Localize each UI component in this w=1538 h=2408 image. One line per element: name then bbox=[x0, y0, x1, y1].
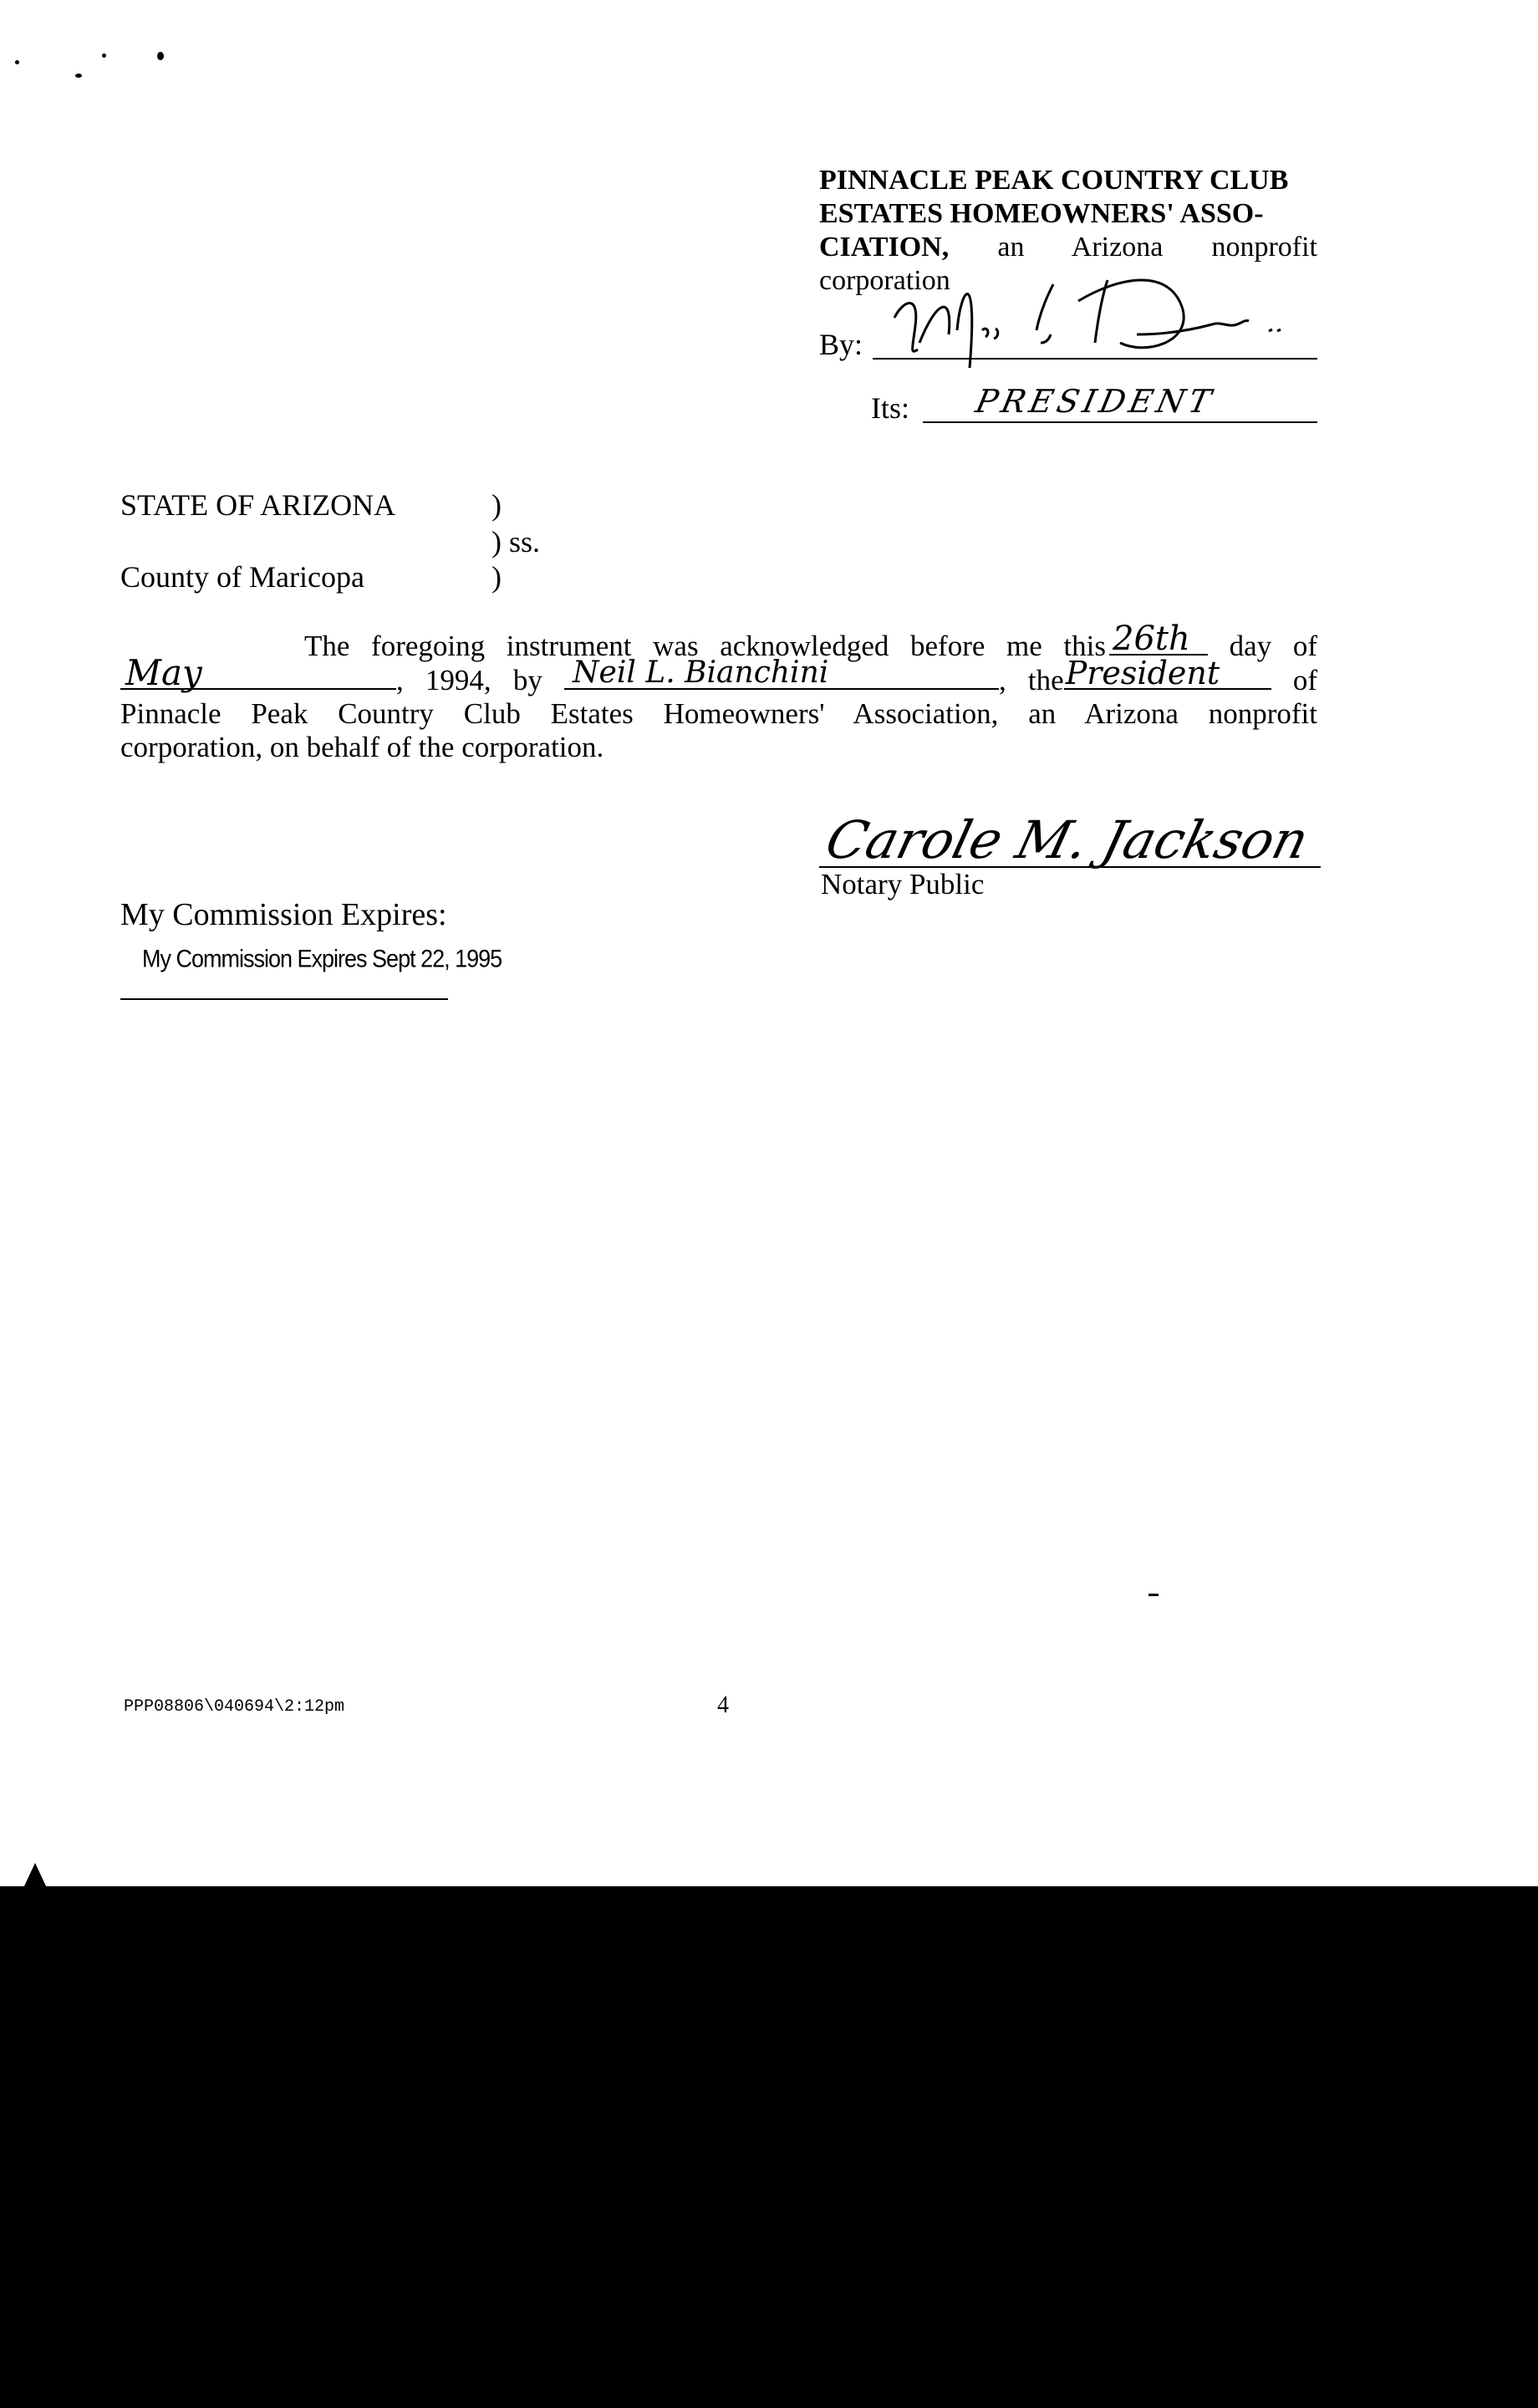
org-name-line4: corporation bbox=[819, 265, 950, 296]
of-text: of bbox=[1292, 664, 1318, 696]
venue-paren-top: ) bbox=[491, 488, 502, 522]
venue-ss: ) ss. bbox=[491, 525, 541, 559]
commission-label: My Commission Expires: bbox=[120, 897, 447, 932]
county-label: County of Maricopa bbox=[120, 560, 364, 594]
org-name-line3-rest: an Arizona nonprofit bbox=[997, 232, 1317, 263]
president-signature bbox=[869, 251, 1321, 376]
ack-line3: Pinnacle Peak Country Club Estates Homeowners' Association, an Arizona nonprofit bbox=[120, 697, 1317, 730]
the-text: , the bbox=[999, 664, 1064, 696]
day-field bbox=[1109, 620, 1208, 658]
title-field bbox=[1064, 655, 1271, 691]
ack-line2 bbox=[120, 652, 1318, 697]
ack-line4: corporation, on behalf of the corporation. bbox=[120, 731, 604, 763]
its-value: PRESIDENT bbox=[972, 383, 1219, 420]
notary-signature: Carole M. Jackson bbox=[819, 809, 1315, 870]
year-text: , 1994, by bbox=[396, 664, 542, 696]
ack-intro-text: The foregoing instrument was acknowledged before me this bbox=[304, 630, 1107, 662]
scan-speck bbox=[102, 54, 106, 58]
org-name-line1: PINNACLE PEAK COUNTRY CLUB bbox=[819, 165, 1289, 196]
document-code: PPP08806\040694\2:12pm bbox=[124, 1697, 345, 1717]
acknowledgment-paragraph bbox=[120, 620, 1318, 764]
by-label: By: bbox=[819, 328, 863, 361]
notary-public-label: Notary Public bbox=[821, 868, 985, 900]
month-field bbox=[120, 652, 396, 693]
scan-speck bbox=[75, 74, 82, 78]
commission-stamp: My Commission Expires Sept 22, 1995 bbox=[142, 945, 502, 972]
org-name-line3-bold: CIATION, bbox=[819, 232, 950, 263]
venue-paren-bottom: ) bbox=[491, 560, 502, 594]
title-value: President bbox=[1065, 655, 1220, 691]
its-label: Its: bbox=[871, 391, 910, 425]
org-name-line2: ESTATES HOMEOWNERS' ASSO- bbox=[819, 198, 1264, 229]
day-value: 26th bbox=[1113, 620, 1190, 658]
signer-field bbox=[564, 656, 999, 690]
scan-speck bbox=[157, 52, 164, 60]
page-number: 4 bbox=[717, 1692, 729, 1718]
state-label: STATE OF ARIZONA bbox=[120, 488, 396, 522]
its-line bbox=[923, 421, 1317, 423]
commission-line bbox=[120, 998, 448, 1000]
day-of-text: day of bbox=[1229, 630, 1318, 662]
scan-speck bbox=[15, 60, 19, 64]
scan-black-margin bbox=[0, 1886, 1538, 2408]
month-value: May bbox=[125, 652, 202, 693]
signer-value: Neil L. Bianchini bbox=[573, 656, 829, 690]
scan-artifact bbox=[23, 1863, 47, 1886]
scan-speck bbox=[1148, 1594, 1159, 1596]
